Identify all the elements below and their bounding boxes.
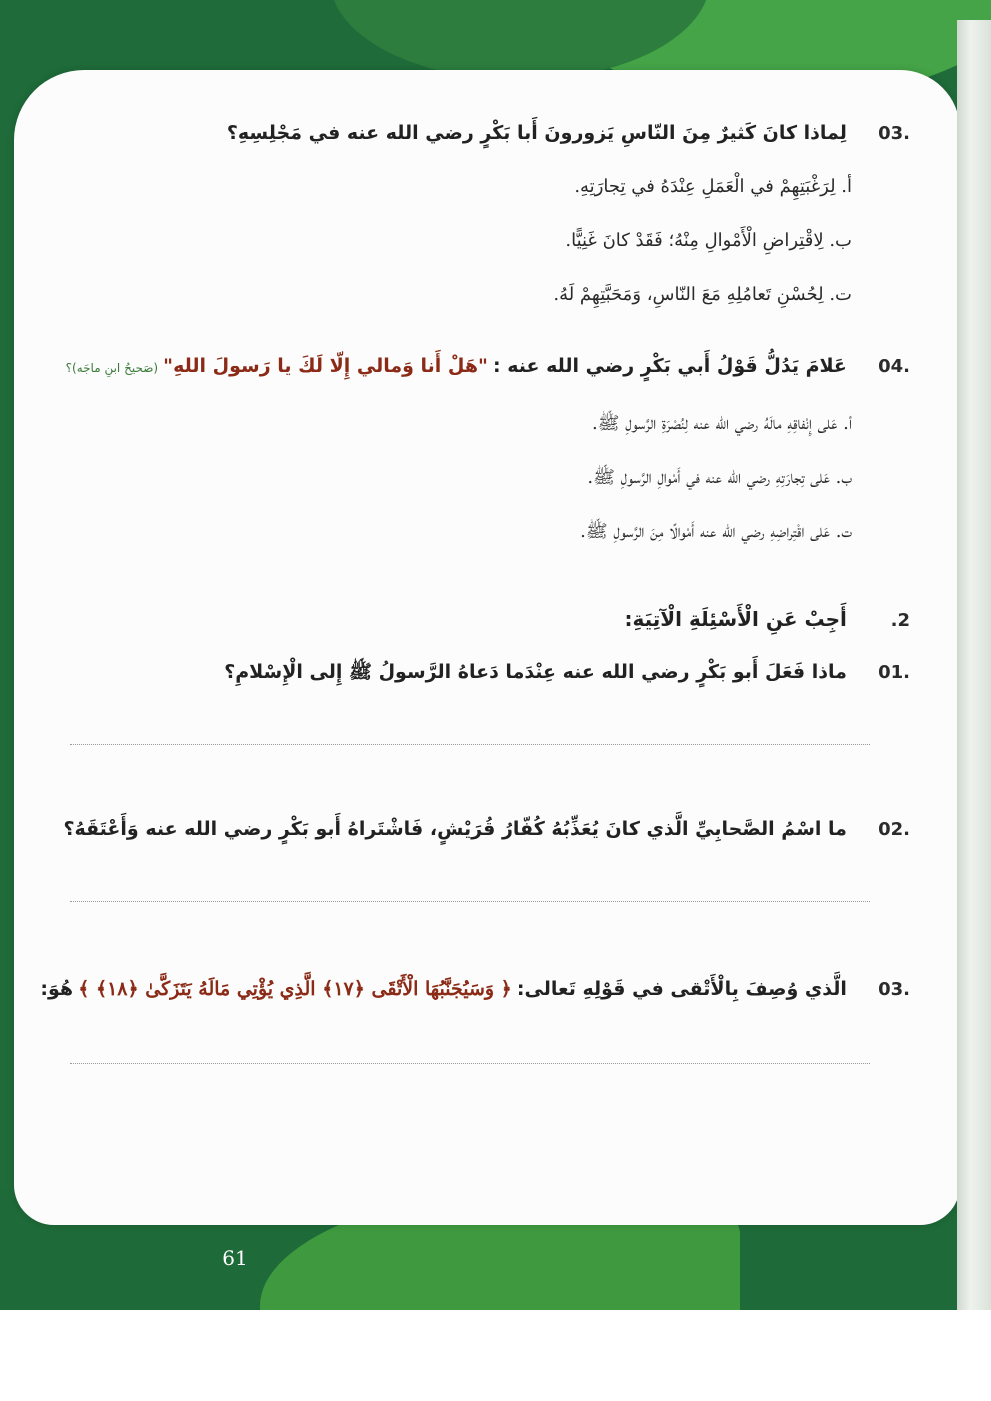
question-number: .03 (878, 123, 910, 144)
section2-question-01 (60, 660, 910, 688)
section2-question-02 (60, 818, 910, 840)
question-text-end: هُوَ: (40, 978, 74, 1000)
section-number: 2. (890, 610, 910, 631)
answer-line[interactable] (70, 1062, 870, 1064)
question-text: ماذا فَعَلَ أَبو بَكْرٍ رضي الله عنه عِنْدَما دَعاهُ الرَّسولُ ﷺ إِلى الْإِسْلامِ؟ (224, 661, 847, 683)
question-number: .01 (878, 662, 910, 683)
option-c: ت. عَلى اقْتِراضِهِ رضي الله عنه أَمْوالًا مِنَ الرَّسولِ ﷺ. (580, 521, 852, 542)
question-text: ما اسْمُ الصَّحابِيِّ الَّذي كانَ يُعَذِّبُهُ كُفّارُ قُرَيْشٍ، فَاشْتَراهُ أَبو بَكْرٍ رضي الله عنه وَأَعْتَقَهُ؟ (63, 818, 847, 840)
page-number: 61 (222, 1246, 248, 1270)
option-b: ب. لِاقْتِراضِ الْأَمْوالِ مِنْهُ؛ فَقَدْ كانَ غَنِيًّا. (565, 230, 852, 251)
option-a: أ. عَلى إِنْفاقِهِ مالَهُ رضي الله عنه لِنُصْرَةِ الرَّسولِ ﷺ. (592, 413, 852, 434)
section-2-heading (60, 607, 910, 631)
option-a: أ. لِرَغْبَتِهِمْ في الْعَمَلِ عِنْدَهُ في تِجارَتِهِ. (574, 176, 852, 197)
question-text: عَلامَ يَدُلُّ قَوْلُ أَبي بَكْرٍ رضي الله عنه : (493, 355, 847, 377)
section2-question-03 (40, 978, 910, 1000)
worksheet-content (40, 100, 910, 1100)
question-text: الَّذي وُصِفَ بِالْأَتْقى في قَوْلِهِ تَعالى: (516, 978, 847, 1000)
book-spine (957, 20, 991, 1310)
scan-margin (0, 1310, 991, 1401)
section-title: أَجِبْ عَنِ الْأَسْئِلَةِ الْآتِيَةِ: (624, 607, 847, 631)
question-number: .02 (878, 819, 910, 840)
quran-verse: ﴿ وَسَيُجَنَّبُهَا الْأَتْقَى ﴿١٧﴾ الَّذِي يُؤْتِي مَالَهُ يَتَزَكَّىٰ ﴿١٨﴾ ﴾ (78, 978, 512, 1000)
question-number: .04 (878, 356, 910, 377)
question-04 (60, 355, 910, 377)
question-03 (60, 122, 910, 144)
answer-line[interactable] (70, 900, 870, 902)
answer-line[interactable] (70, 743, 870, 745)
option-c: ت. لِحُسْنِ تَعامُلِهِ مَعَ النّاسِ، وَمَحَبَّتِهِمْ لَهُ. (553, 284, 852, 305)
hadith-quote: "هَلْ أَنا وَمالي إِلّا لَكَ يا رَسولَ اللهِ" (163, 355, 488, 377)
question-number: .03 (878, 979, 910, 1000)
question-text: لِماذا كانَ كَثيرٌ مِنَ النّاسِ يَزورونَ أَبا بَكْرٍ رضي الله عنه في مَجْلِسِهِ؟ (226, 122, 847, 144)
option-b: ب. عَلى تِجارَتِهِ رضي الله عنه في أَمْوالِ الرَّسولِ ﷺ. (587, 467, 852, 488)
hadith-source: (صَحيحُ ابنِ ماجَه)؟ (65, 361, 159, 375)
